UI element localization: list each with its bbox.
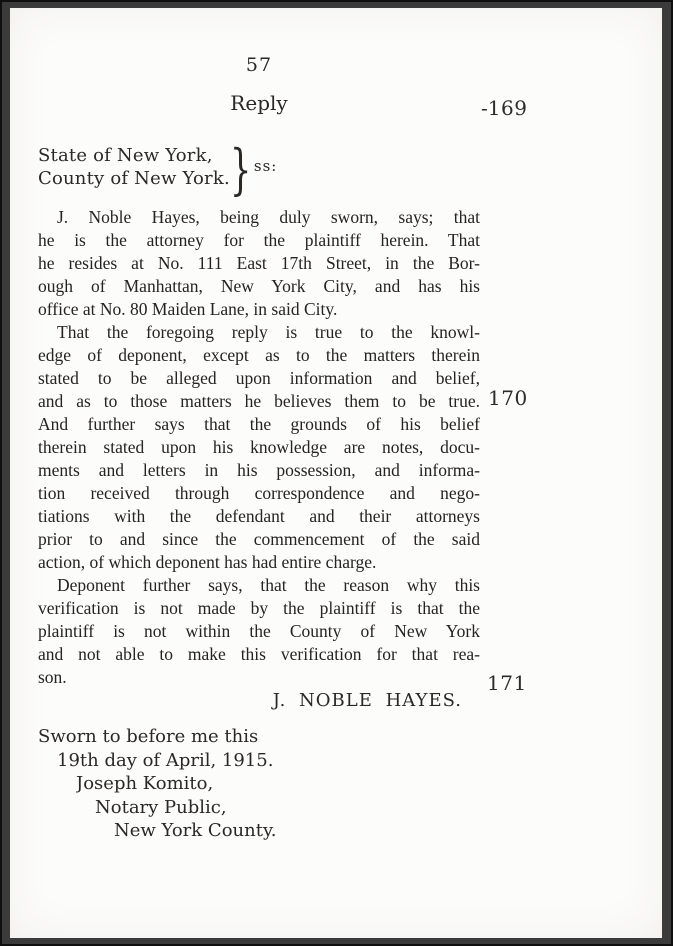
venue-block: [38, 138, 480, 201]
paragraph-line: And further says that the grounds of his belief: [38, 414, 480, 434]
paragraph-line: J. Noble Hayes, being duly sworn, says; that: [57, 207, 480, 227]
paragraph-line: plaintiff is not within the County of New York: [38, 621, 480, 641]
page-title: Reply: [230, 91, 288, 115]
folio-number: 57: [245, 54, 273, 76]
venue-lines: [38, 144, 230, 190]
margin-number-171: [487, 672, 527, 694]
affidavit-paragraph-1: [38, 206, 480, 321]
affidavit-paragraph-3: [38, 574, 480, 689]
paragraph-line: son.: [38, 667, 67, 687]
affidavit-body: [38, 206, 480, 689]
affidavit-paragraph-2: [38, 321, 480, 574]
margin-number-value: 169: [487, 96, 528, 120]
venue-county-line: County of New York.: [38, 168, 230, 189]
paragraph-line: office at No. 80 Maiden Lane, in said City.: [38, 299, 338, 319]
brace-glyph: }: [229, 138, 252, 201]
paragraph-line: verification is not made by the plaintiff is that the: [38, 598, 480, 618]
margin-number-value: 171: [487, 671, 527, 695]
jurat-line: Joseph Komito,: [76, 773, 214, 794]
paragraph-line: action, of which deponent has had entire charge.: [38, 552, 377, 572]
attorney-signature: J. NOBLE HAYES.: [272, 690, 462, 711]
jurat-line: 19th day of April, 1915.: [57, 749, 274, 771]
paragraph-line: therein stated upon his knowledge are notes, docu-: [38, 437, 480, 457]
paragraph-line: and not able to make this verification for that rea-: [38, 644, 480, 664]
text-column: [38, 8, 480, 843]
paragraph-line: That the foregoing reply is true to the knowl-: [57, 322, 480, 342]
jurat-line: Sworn to before me this: [38, 726, 259, 747]
jurat-line: Notary Public,: [95, 796, 227, 818]
paragraph-line: tiations with the defendant and their attorneys: [38, 506, 480, 526]
margin-number-value: 170: [488, 386, 528, 410]
venue-state-line: State of New York,: [38, 145, 213, 166]
margin-number-170: [488, 387, 528, 409]
paragraph-line: he resides at No. 111 East 17th Street, in the Bor-: [38, 253, 480, 273]
paragraph-line: tion received through correspondence and nego-: [38, 483, 480, 503]
paragraph-line: and as to those matters he believes them to be true.: [38, 391, 480, 411]
ss-label: ss:: [253, 157, 278, 175]
jurat-block: [38, 725, 480, 843]
jurat-line: New York County.: [114, 820, 277, 841]
margin-number-169: [481, 97, 527, 119]
paragraph-line: ments and letters in his possession, and informa-: [38, 460, 480, 480]
scanned-page: [10, 8, 662, 938]
paragraph-line: ough of Manhattan, New York City, and has his: [38, 276, 480, 296]
paragraph-line: Deponent further says, that the reason why this: [57, 575, 480, 595]
paragraph-line: edge of deponent, except as to the matters therein: [38, 345, 480, 365]
stray-mark: -: [481, 96, 488, 120]
paragraph-line: he is the attorney for the plaintiff herein. That: [38, 230, 480, 250]
paragraph-line: prior to and since the commencement of the said: [38, 529, 480, 549]
paragraph-line: stated to be alleged upon information and belief,: [38, 368, 480, 388]
